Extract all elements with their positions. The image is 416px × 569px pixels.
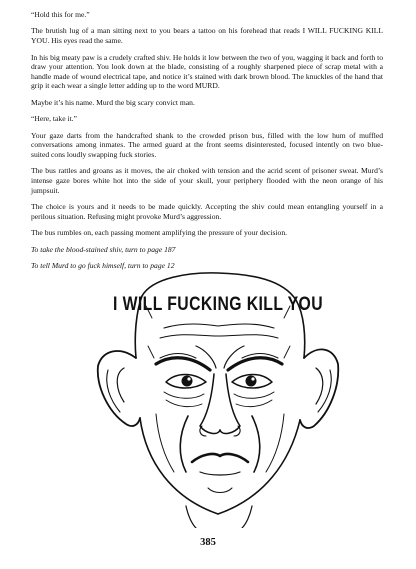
convict-portrait-illustration	[68, 266, 364, 528]
dialogue-hold-this: “Hold this for me.”	[31, 10, 90, 19]
paragraph-tension: The bus rattles and groans as it moves, the air choked with tension and the acrid scent of prisoner sweat. Murd’s intense gaze bores white hot into the side of your skull, your periphery flooded with the neon orange of his jumpsuit.	[31, 166, 383, 195]
page-number: 385	[200, 537, 216, 548]
paragraph-pressure: The bus rumbles on, each passing moment amplifying the pressure of your decision.	[31, 228, 288, 238]
paragraph-shiv: In his big meaty paw is a crudely crafted shiv. He holds it low between the two of you, wagging it back and forth to draw your attention. You look down at the blade, consisting of a roughly sharpened piece of scrap metal with a handle made of wound electrical tape, and notice it’s stained with dark brown blood. The knuckles of the hand that grip it each wear a single letter adding up to the word MURD.	[31, 52, 383, 91]
story-text	[31, 10, 383, 277]
paragraph-tattoo: The brutish lug of a man sitting next to you bears a tattoo on his forehead that reads I WILL FUCKING KILL YOU. His eyes read the same.	[31, 26, 383, 46]
choice-take-shiv[interactable]: To take the blood-stained shiv, turn to page 187	[31, 244, 176, 254]
forehead-tattoo-text: I WILL FUCKING KILL YOU	[113, 294, 323, 315]
paragraph-name: Maybe it’s his name. Murd the big scary convict man.	[31, 97, 195, 107]
dialogue-take-it: “Here, take it.”	[31, 114, 77, 124]
paragraph-bus: Your gaze darts from the handcrafted shank to the crowded prison bus, filled with the low hum of muffled conversations among inmates. The armed guard at the front seems disinterested, focused intently on two blue-suited cons loudly swapping fuck stories.	[31, 130, 383, 159]
paragraph-choice: The choice is yours and it needs to be made quickly. Accepting the shiv could mean entangling yourself in a perilous situation. Refusing might provoke Murd’s aggression.	[31, 202, 383, 221]
choice-refuse[interactable]: To tell Murd to go fuck himself, turn to page 12	[31, 260, 175, 270]
portrait-drawing	[68, 266, 364, 528]
